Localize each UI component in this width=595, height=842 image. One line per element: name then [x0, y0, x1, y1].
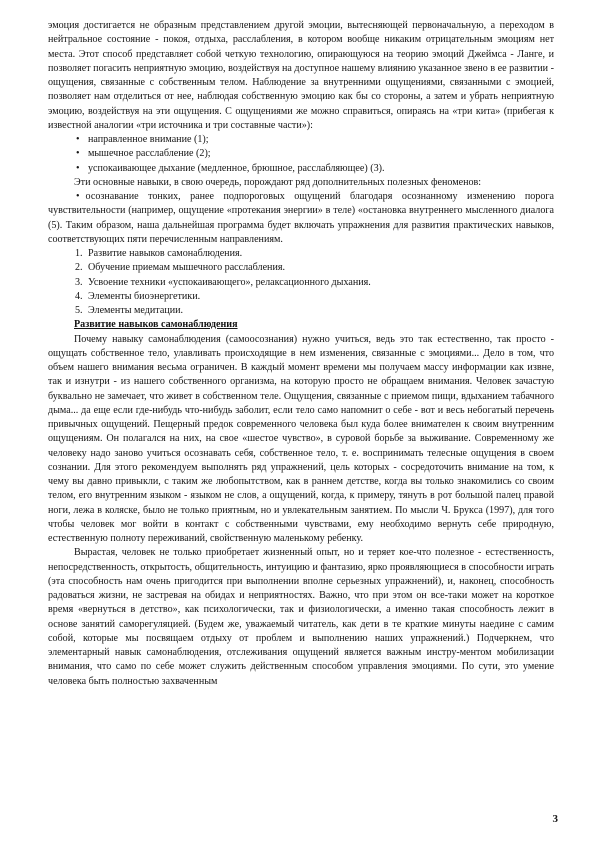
list-item — [75, 261, 554, 275]
list-item-text: Развитие навыков самонаблюдения. — [88, 248, 243, 259]
list-item: • мышечное расслабление (2); — [76, 147, 554, 161]
list-item — [75, 247, 554, 261]
awareness-bullet-text: осознавание тонких, ранее подпороговых ощущений благодаря осознанному изменению порога чувствительности (например, ощущение «протекания энергии» в теле) «остановка внутреннего мысленного диалога (5). Таким образом, наша дальнейшая программа будет включать упражнения для развития практических навыков, соответствующих пяти перечисленным направлениям. — [48, 191, 554, 245]
bullet-dot-icon: • — [76, 191, 80, 202]
section-heading: Развитие навыков самонаблюдения — [74, 319, 238, 331]
list-item-number: 2. — [75, 262, 83, 274]
list-item-text: Усвоение техники «успокаивающего», релаксационного дыхания. — [88, 276, 371, 288]
list-item — [75, 290, 554, 304]
list-item-text: Элементы медитации. — [88, 305, 184, 316]
list-item-number: 5. — [75, 305, 83, 316]
main-skills-list — [48, 133, 554, 176]
body-paragraph-1: Почему навыку самонаблюдения (самоосознания) нужно учиться, ведь это так естественно, так просто - ощущать собственное тело, улавливать происходящие в нем изменения, связанные с эмоциями... Дело в том, что объем нашего внимания весьма ограничен. В каждый момент времени мы получаем массу информации как извне, так и изнутри - из нашего собственного организма, на которую просто не обращаем внимания. Человек зачастую буквально не замечает, что живет в собственном теле. Ощущения, связанные с приемом пищи, вдыханием табачного дыма... да еще если где-нибудь что-нибудь заболит, если тело само напомнит о себе - вот и весь небогатый перечень привычных ощущений. Пещерный предок современного человека был куда более внимателен к своим внутренним ощущениям. Он полагался на них, на свое «шестое чувство», в суровой борьбе за выживание. Современному же человеку надо заново учиться осознавать себя, собственное тело, т. е. воспринимать телесные ощущения в своем сознании. Для этого рекомендуем выполнять ряд упражнений, цель которых - сосредоточить внимание на том, к чему вы давно привыкли, с таким же любопытством, как в раннем детстве, когда вы только знакомились со своим телом, его внутренним языком - языком не слов, а ощущений, когда, к примеру, тянуть в рот большой палец правой ноги, лежа в коляске, было не только приятным, но и увлекательным занятием. По мысли Ч. Брукса (1997), для того чтобы человек мог войти в контакт с собственными чувствами, ему необходимо вернуть себе природную, естественную полноту переживаний, свойственную маленькому ребенку. — [48, 333, 554, 544]
list-item-number: 4. — [75, 290, 83, 302]
list-item-text: Элементы биоэнергетики. — [88, 290, 201, 302]
list-item-number: 3. — [75, 276, 83, 288]
awareness-bullet-paragraph — [48, 190, 554, 247]
list-item: • успокаивающее дыхание (медленное, брюшное, расслабляющее) (3). — [76, 162, 554, 176]
body-paragraph-2: Вырастая, человек не только приобретает жизненный опыт, но и теряет кое-что полезное - естественность, непосредственность, открытость, общительность, интуицию и фантазию, ярко проявляющиеся в способности играть (эта способность нам очень пригодится при выполнении вполне серьезных упражнений), и, наконец, способность радоваться жизни, не застревая на обидах и неприятностях. Важно, что при этом он все-таки может на короткое время «вернуться в детство», как психологически, так и физиологически, а именно такая способность лежит в основе занятий саморегуляцией. (Будем же, уважаемый читатель, как дети в те краткие минуты наедине с самим собой, которые мы посвящаем отдыху от проблем и выполнению наших упражнений.) Подчеркнем, что элементарный навык самонаблюдения, отслеживания ощущений является важным инстру-ментом мобилизации внимания, что само по себе может служить действенным способом управления эмоциями. По сути, это умение человека быть полностью захваченным — [48, 547, 554, 687]
list-item — [75, 304, 554, 318]
list-item: • направленное внимание (1); — [76, 133, 554, 147]
page-number: 3 — [552, 813, 558, 825]
program-numbered-list — [48, 247, 554, 318]
intro-paragraph: эмоция достигается не образным представлением другой эмоции, вытесняющей первоначальную, а переходом в нейтральное состояние - покоя, отдыха, расслабления, в котором вообще никаким отрицательным эмоциям нет места. Этот способ представляет собой четкую технологию, опирающуюся на теорию эмоций Джеймса - Ланге, и позволяет погасить неприятную эмоцию, воздействуя на доступное нашему влиянию указанное звено в ее развитии - ощущения, связанные с собственным телом. Наблюдение за внутренними ощущениями, связанными с эмоцией, позволяет нам отделиться от нее, наблюдая собственную эмоцию как бы со стороны, а затем и убрать неприятную эмоцию, воздействуя на эти ощущения. С ощущениями же можно справиться, опираясь на «три кита» (прибегая к известной аналогии «три источника и три составные части»): — [48, 20, 554, 131]
list-item-number: 1. — [75, 248, 83, 259]
list-item — [75, 276, 554, 290]
skills-paragraph: Эти основные навыки, в свою очередь, порождают ряд дополнительных полезных феноменов: — [74, 176, 482, 188]
document-body — [48, 19, 554, 689]
list-item-text: Обучение приемам мышечного расслабления. — [88, 262, 286, 274]
